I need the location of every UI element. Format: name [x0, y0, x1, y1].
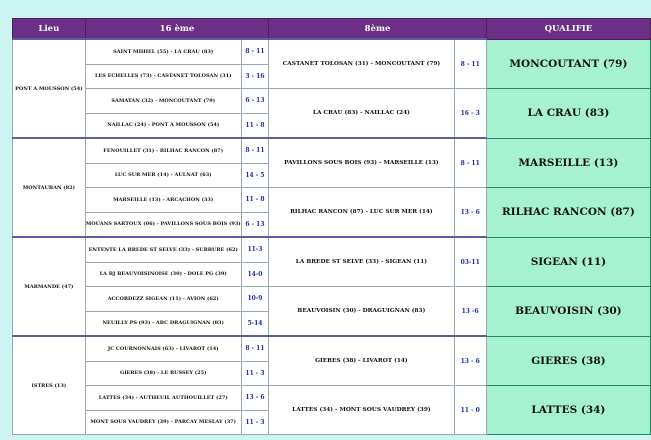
r16-score: 8 - 11: [241, 39, 269, 64]
r8-score: 13 - 6: [454, 188, 486, 238]
table-row: [13, 237, 651, 262]
header-row: [13, 19, 651, 40]
table-row: [13, 39, 651, 64]
r16-score: 11-3: [241, 237, 269, 262]
table-row: [13, 386, 651, 411]
results-body: [13, 39, 651, 435]
r16-score: 6 - 13: [241, 89, 269, 114]
table-row: [13, 287, 651, 312]
venue-cell: MARMANDE (47): [13, 237, 86, 336]
r16-score: 11 - 3: [241, 410, 269, 435]
qualified-team: GIERES (38): [486, 336, 650, 386]
r16-match: MONT SOUS VAUDREY (39) - PARCAY MESLAY (37): [85, 410, 241, 435]
r16-match: NAILLAC (24) - PONT A MOUSSON (54): [85, 113, 241, 138]
qualified-team: BEAUVOISIN (30): [486, 287, 650, 337]
results-table: [12, 18, 651, 435]
header-16eme: 16 ème: [85, 19, 268, 40]
r8-match: GIERES (38) - LIVAROT (14): [269, 336, 454, 386]
table-row: [13, 336, 651, 361]
table-row: [13, 138, 651, 163]
qualified-team: MONCOUTANT (79): [486, 39, 650, 89]
r8-score: 13 -6: [454, 287, 486, 337]
r8-match: LATTES (34) - MONT SOUS VAUDREY (39): [269, 386, 454, 435]
r16-match: MOUANS SARTOUX (06) - PAVILLONS SOUS BOIS (93): [85, 212, 241, 237]
r8-score: 03-11: [454, 237, 486, 287]
r16-match: FENOUILLET (31) - RILHAC RANCON (87): [85, 138, 241, 163]
qualified-team: SIGEAN (11): [486, 237, 650, 287]
r16-match: JC COURNONNAIS (63) - LIVAROT (14): [85, 336, 241, 361]
r16-score: 14 - 5: [241, 163, 269, 188]
qualified-team: LA CRAU (83): [486, 89, 650, 139]
r16-match: ACCORDEZZ SIGEAN (11) - AVION (62): [85, 287, 241, 312]
r16-score: 13 - 6: [241, 386, 269, 411]
r16-score: 11 - 8: [241, 113, 269, 138]
r16-match: LA BJ BEAUVOISINOISE (30) - DOLE PG (39): [85, 262, 241, 287]
venue-cell: ISTRES (13): [13, 336, 86, 435]
r16-score: 8 - 11: [241, 138, 269, 163]
r8-match: LA CRAU (83) - NAILLAC (24): [269, 89, 454, 139]
r16-match: MARSEILLE (13) - ARCACHON (33): [85, 188, 241, 213]
qualified-team: RILHAC RANCON (87): [486, 188, 650, 238]
r16-score: 3 - 16: [241, 64, 269, 89]
r16-score: 5-14: [241, 311, 269, 336]
r16-match: LES ECHELLES (73) - CASTANET TOLOSAN (31): [85, 64, 241, 89]
r16-match: SAINT MIHIEL (55) - LA CRAU (83): [85, 39, 241, 64]
qualified-team: MARSEILLE (13): [486, 138, 650, 188]
r16-match: LUC SUR MER (14) - AULNAT (63): [85, 163, 241, 188]
r8-match: PAVILLONS SOUS BOIS (93) - MARSEILLE (13): [269, 138, 454, 188]
venue-cell: PONT A MOUSSON (54): [13, 39, 86, 138]
r16-score: 11 - 8: [241, 188, 269, 213]
qualified-team: LATTES (34): [486, 386, 650, 435]
r8-score: 8 - 11: [454, 138, 486, 188]
r8-match: LA BREDE ST SELVE (33) - SIGEAN (11): [269, 237, 454, 287]
r16-match: NEUILLY PS (93) - ABC DRAGUIGNAN (83): [85, 311, 241, 336]
r16-score: 14-0: [241, 262, 269, 287]
r8-score: 11 - 0: [454, 386, 486, 435]
r8-score: 13 - 6: [454, 336, 486, 386]
header-8eme: 8ème: [269, 19, 487, 40]
table-row: [13, 89, 651, 114]
r16-score: 6 - 13: [241, 212, 269, 237]
header-qualifie: QUALIFIE: [486, 19, 650, 40]
venue-cell: MONTAUBAN (82): [13, 138, 86, 237]
header-lieu: Lieu: [13, 19, 86, 40]
r16-score: 10-9: [241, 287, 269, 312]
r16-match: SAMATAN (32) - MONCOUTANT (79): [85, 89, 241, 114]
r16-match: GIERES (38) - LE RUSSEY (25): [85, 361, 241, 386]
table-row: [13, 188, 651, 213]
r8-score: 8 - 11: [454, 39, 486, 89]
r16-match: ENTENTE LA BREDE ST SELVE (33) - SURBURE (62): [85, 237, 241, 262]
r8-score: 16 - 3: [454, 89, 486, 139]
r16-score: 11 - 3: [241, 361, 269, 386]
r16-match: LATTES (34) - AUTHEUIL AUTHOUILLET (27): [85, 386, 241, 411]
r8-match: BEAUVOISIN (30) - DRAGUIGNAN (83): [269, 287, 454, 337]
r16-score: 8 - 11: [241, 336, 269, 361]
r8-match: RILHAC RANCON (87) - LUC SUR MER (14): [269, 188, 454, 238]
r8-match: CASTANET TOLOSAN (31) - MONCOUTANT (79): [269, 39, 454, 89]
